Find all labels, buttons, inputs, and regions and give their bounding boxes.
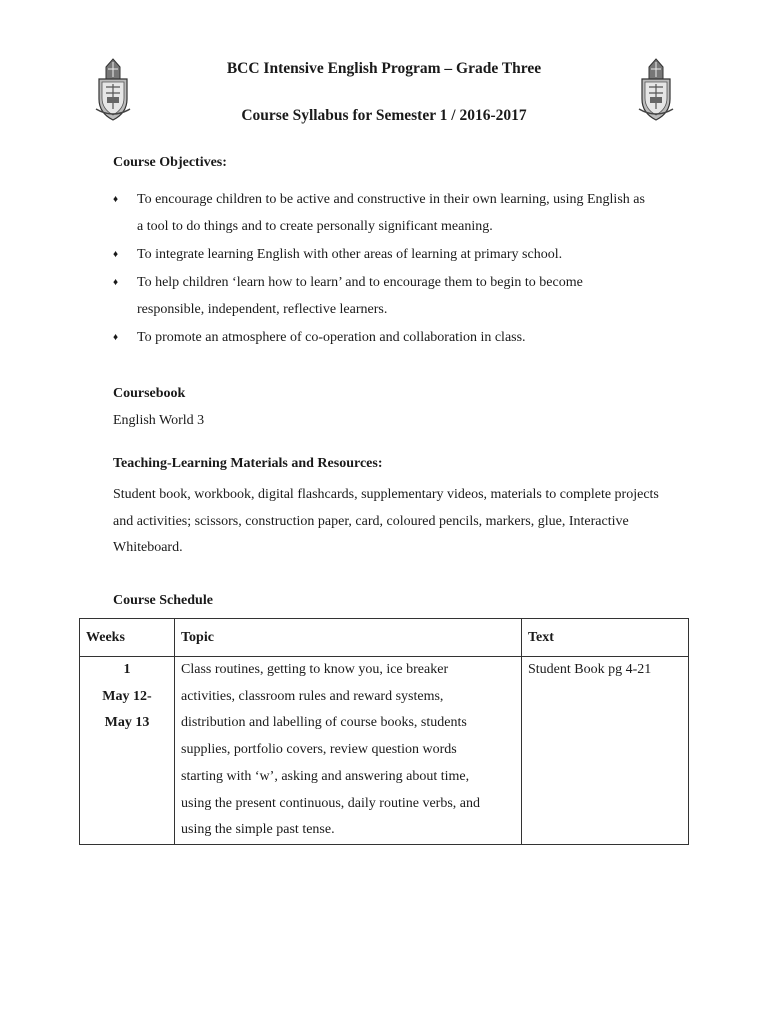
table-row xyxy=(80,657,689,845)
document-title: BCC Intensive English Program – Grade Three xyxy=(226,60,542,77)
topic-text: Class routines, getting to know you, ice breaker activities, classroom rules and reward systems, distribution and labelling of course books, students supplies, portfolio covers, review question words starting with ‘w’, asking and answering about time, using the present continuous, daily routine verbs, and using the simple past tense. xyxy=(181,662,480,838)
column-header-weeks: Weeks xyxy=(80,619,175,657)
text-cell: Student Book pg 4-21 xyxy=(522,657,689,845)
week-number: 1 xyxy=(123,662,131,677)
objectives-heading: Course Objectives: xyxy=(113,155,227,170)
objectives-list xyxy=(113,186,653,352)
objective-item xyxy=(113,324,653,351)
coursebook-value: English World 3 xyxy=(113,413,205,428)
table-header-row xyxy=(80,619,689,657)
materials-text: Student book, workbook, digital flashcards, supplementary videos, materials to complete projects and activities; scissors, construction paper, card, coloured pencils, markers, glue, Interactive Whiteboard. xyxy=(113,487,659,555)
week-cell xyxy=(80,657,175,845)
objective-item xyxy=(113,186,653,240)
objective-item xyxy=(113,241,653,268)
week-dates-end: May 13 xyxy=(104,715,150,731)
coursebook-heading: Coursebook xyxy=(113,386,186,401)
diamond-bullet-icon: ♦ xyxy=(113,277,119,288)
topic-cell xyxy=(175,657,522,845)
column-header-topic: Topic xyxy=(175,619,522,657)
week-dates-start: May 12- xyxy=(102,688,152,704)
column-header-text: Text xyxy=(522,619,689,657)
objective-text: To promote an atmosphere of co-operation and collaboration in class. xyxy=(137,330,526,345)
objective-text: To help children ‘learn how to learn’ and to encourage them to begin to become responsible, independent, reflective learners. xyxy=(137,275,583,317)
course-schedule-table xyxy=(79,618,689,845)
objective-text: To integrate learning English with other areas of learning at primary school. xyxy=(137,247,563,262)
diamond-bullet-icon: ♦ xyxy=(113,249,119,260)
diamond-bullet-icon: ♦ xyxy=(113,332,119,343)
schedule-heading: Course Schedule xyxy=(113,593,213,608)
objective-item xyxy=(113,269,653,323)
document-subtitle: Course Syllabus for Semester 1 / 2016-2017 xyxy=(241,107,527,124)
diamond-bullet-icon: ♦ xyxy=(113,194,119,205)
objective-text: To encourage children to be active and constructive in their own learning, using English as a tool to do things and to create personally significant meaning. xyxy=(137,192,645,234)
materials-heading: Teaching-Learning Materials and Resources: xyxy=(113,456,383,471)
